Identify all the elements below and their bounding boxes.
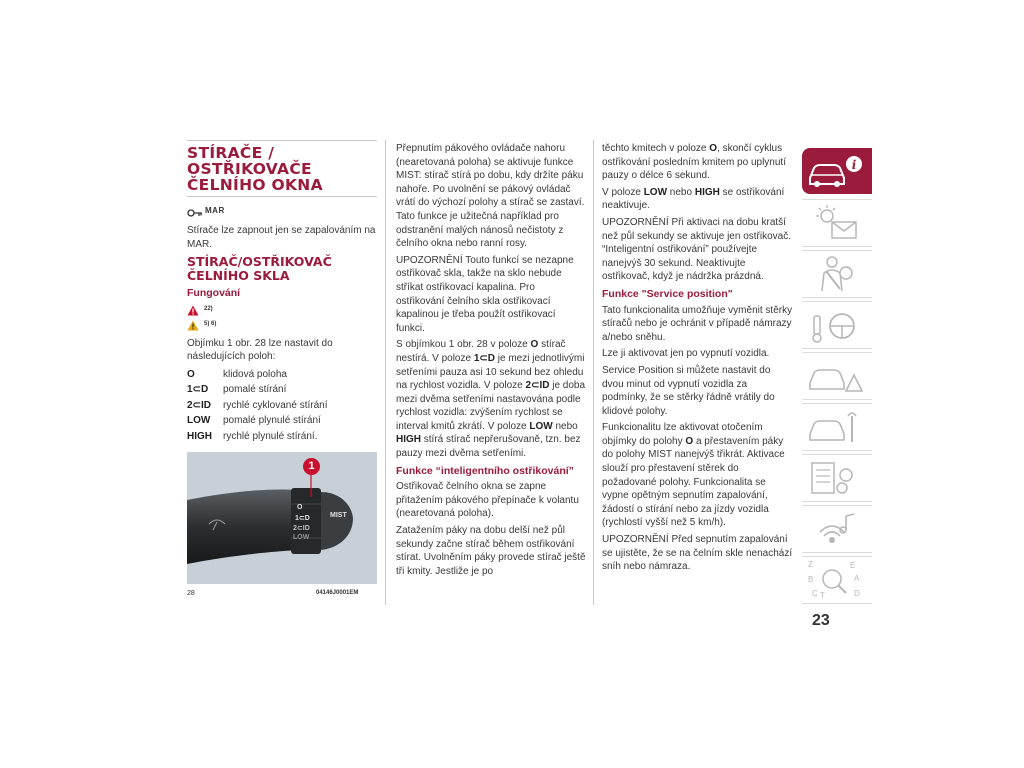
paragraph xyxy=(602,186,794,213)
position-symbol: LOW xyxy=(643,186,668,198)
paragraph xyxy=(602,421,794,530)
text-run: se ostřikování neaktivuje. xyxy=(602,186,785,212)
title-rule-bottom xyxy=(187,196,377,197)
index-letter: T xyxy=(820,591,825,600)
paragraph: Přepnutím pákového ovládače nahoru (nearetovaná poloha) se aktivuje funkce MIST: stírač stírá po dobu, kdy držíte páku nahoře. Po uvolnění se pákový ovládač vrátí do výchozí polohy a stírač se zastaví. Tato funkce je užitečná například pro odstranění malých nánosů nečistoty z čelního okna nebo ranní rosy. xyxy=(396,143,585,250)
text-run: a přestavením páky do polohy MIST nanejvýš třikrát. Aktivace slouží pro přestavení stěrek do požadované polohy. Funkcionalita se vypne opětným sepnutím zapalování, žádostí o stírání nebo za jízdy vozidla (rychlostí vyšší než 5 km/h). xyxy=(602,435,785,529)
position-symbol: LOW xyxy=(529,420,553,432)
position-symbol: O xyxy=(709,143,718,154)
text-run: stírá stírač nepřerušovaně, tzn. bez pauzy mezi dvěma setřeními. xyxy=(396,434,581,460)
text-run: nebo xyxy=(552,420,578,432)
tab-starting-driving[interactable] xyxy=(802,301,872,349)
index-letter: C xyxy=(812,589,818,598)
starting-driving-icon xyxy=(802,302,872,348)
tab-safety[interactable] xyxy=(802,250,872,298)
text-run: , skončí cyklus ostřikování posledním kmitem po uplynutí pauzy o délce 6 sekund. xyxy=(602,143,786,182)
tab-dashboard-lights[interactable] xyxy=(802,199,872,247)
positions-intro: Objímku 1 obr. 28 lze nastavit do následujících poloh: xyxy=(187,337,333,363)
multimedia-icon xyxy=(802,506,872,552)
left-column-body xyxy=(187,224,377,444)
section-title-line: ČELNÍHO SKLA xyxy=(187,268,290,284)
maintenance-icon xyxy=(802,404,872,450)
text-run: nebo xyxy=(667,186,695,198)
ring-label: O xyxy=(297,504,303,511)
title-line: OSTŘIKOVAČE xyxy=(187,160,312,178)
position-desc: pomalé plynulé stírání xyxy=(223,415,321,427)
caution-triangle-icon xyxy=(187,320,199,331)
dashboard-lights-icon xyxy=(802,200,872,246)
paragraph: Tato funkcionalita umožňuje vyměnit stěrky stíračů nebo je ochránit v případě námrazy a/nebo sněhu. xyxy=(602,304,793,343)
paragraph xyxy=(602,142,794,183)
paragraph: Service Position si můžete nastavit do dvou minut od vypnutí vozidla za podmínky, že se stěrky řádně vrátily do klidové polohy. xyxy=(602,364,775,417)
svg-text:i: i xyxy=(851,158,857,172)
position-symbol: HIGH xyxy=(694,186,720,198)
text-run: stírač nestírá. V poloze xyxy=(396,339,566,364)
position-row xyxy=(187,382,377,398)
position-key: LOW xyxy=(187,415,211,427)
tab-multimedia[interactable] xyxy=(802,505,872,553)
position-row xyxy=(187,413,377,429)
right-column xyxy=(602,142,794,577)
ring-label: LOW xyxy=(293,534,310,541)
position-symbol: 2⊂ID xyxy=(525,380,550,392)
safety-icon xyxy=(802,251,872,297)
index-letter: B xyxy=(808,575,814,584)
operation-heading: Fungování xyxy=(187,287,241,300)
position-symbol: HIGH xyxy=(396,434,421,446)
position-key: HIGH xyxy=(187,430,212,442)
title-line: STÍRAČE / xyxy=(187,144,275,162)
service-position-heading: Funkce "Service position" xyxy=(602,287,733,300)
positions-list xyxy=(187,367,377,445)
text-run: je mezi jednotlivými setřeními pauza asi 10 sekund bez ohledu na rychlost vozidla. V poloze xyxy=(396,352,585,392)
technical-data-icon xyxy=(802,455,872,501)
paragraph: Lze ji aktivovat jen po vypnutí vozidla. xyxy=(602,348,770,360)
warning-row xyxy=(187,303,377,318)
position-row xyxy=(187,398,377,414)
position-desc: klidová poloha xyxy=(223,368,287,380)
text-run: S objímkou 1 obr. 28 v poloze xyxy=(396,339,531,351)
figure-callout: 1 xyxy=(303,458,320,475)
middle-column xyxy=(396,142,586,581)
paragraph: Ostřikovač čelního okna se zapne přitažením pákového přepínače k volantu (nearetovaná poloha). xyxy=(396,481,579,520)
position-key: 2⊂ID xyxy=(187,399,211,411)
paragraph: UPOZORNĚNÍ Touto funkcí se nezapne ostřikovač skla, takže na sklo nebude stříkat ostřikovací kapalina. Pro ostřikování čelního skla ostřikovací kapalinou je třeba použít ostřikovací funkci. xyxy=(396,254,574,334)
paragraph: Zatažením páky na dobu delší než půl sekundy začne stírač během ostřikování stírat. Uvolněním páky provede stírač ještě tři kmity. Jestliže je po xyxy=(396,525,586,577)
column-divider xyxy=(385,140,386,605)
position-row xyxy=(187,429,377,445)
text-run: těchto kmitech v poloze xyxy=(602,143,710,154)
tab-car-info[interactable] xyxy=(802,148,872,194)
intro-text: Stírače lze zapnout jen se zapalováním na MAR. xyxy=(187,225,376,250)
page-title xyxy=(187,145,377,193)
wiper-positions-paragraph xyxy=(396,338,586,460)
paragraph: UPOZORNĚNÍ Před sepnutím zapalování se ujistěte, že se na čelním skle nenachází sníh nebo námraza. xyxy=(602,534,793,573)
emergency-icon xyxy=(802,353,872,399)
mist-label: MIST xyxy=(330,512,347,519)
ring-label: 1⊂D xyxy=(295,515,310,522)
wiper-stalk-figure xyxy=(187,452,377,584)
danger-triangle-icon xyxy=(187,305,199,316)
index-letter: D xyxy=(854,589,860,598)
position-key: 1⊂D xyxy=(187,384,209,396)
tab-maintenance[interactable] xyxy=(802,403,872,451)
caution-row xyxy=(187,318,377,333)
position-key: O xyxy=(187,368,195,380)
caution-ref: 5) 6) xyxy=(204,321,217,328)
figure-code: 04146J0001EM xyxy=(316,590,359,596)
position-symbol: O xyxy=(685,435,694,447)
text-run: V poloze xyxy=(602,186,644,198)
tab-emergency[interactable] xyxy=(802,352,872,400)
position-desc: pomalé stírání xyxy=(223,384,287,396)
position-row xyxy=(187,367,377,383)
index-letter: E xyxy=(850,561,856,570)
ring-label: 2⊂ID xyxy=(293,525,310,532)
section-title-line: STÍRAČ/OSTŘIKOVAČ xyxy=(187,254,332,270)
page-number: 23 xyxy=(812,612,830,629)
title-line: ČELNÍHO OKNA xyxy=(187,176,323,194)
text-run: Funkcionalitu lze aktivovat otočením objímky do polohy xyxy=(602,422,763,447)
title-rule-top xyxy=(187,140,377,141)
position-desc: rychlé plynulé stírání. xyxy=(223,430,318,442)
position-symbol: O xyxy=(530,339,539,351)
paragraph: UPOZORNĚNÍ Při aktivaci na dobu kratší než půl sekundy se aktivuje jen ostřikovač. “Inteligentní ostřikování” používejte nanejvýš 30 sekund. Neaktivujte ostřikovač, když je nádržka prázdná. xyxy=(602,216,791,283)
warning-ref: 22) xyxy=(204,306,213,313)
position-symbol: 1⊂D xyxy=(473,352,495,364)
index-letter: A xyxy=(854,574,860,583)
text-run: je doba mezi dvěma setřeními nastavována podle rychlost vozidla: zvýšením rychlost se interval kmitů zkrátí. V poloze xyxy=(396,380,586,432)
figure-number: 28 xyxy=(187,590,195,597)
ignition-key-icon xyxy=(187,206,203,224)
smart-wash-heading: Funkce “inteligentního ostřikování” xyxy=(396,464,574,477)
tab-technical-data[interactable] xyxy=(802,454,872,502)
car-info-icon xyxy=(802,148,872,194)
index-letter: Z xyxy=(808,560,813,569)
ignition-status-label: MAR xyxy=(205,206,225,215)
column-divider xyxy=(593,140,594,605)
tab-index[interactable] xyxy=(802,556,872,604)
position-desc: rychlé cyklované stírání xyxy=(223,399,328,411)
